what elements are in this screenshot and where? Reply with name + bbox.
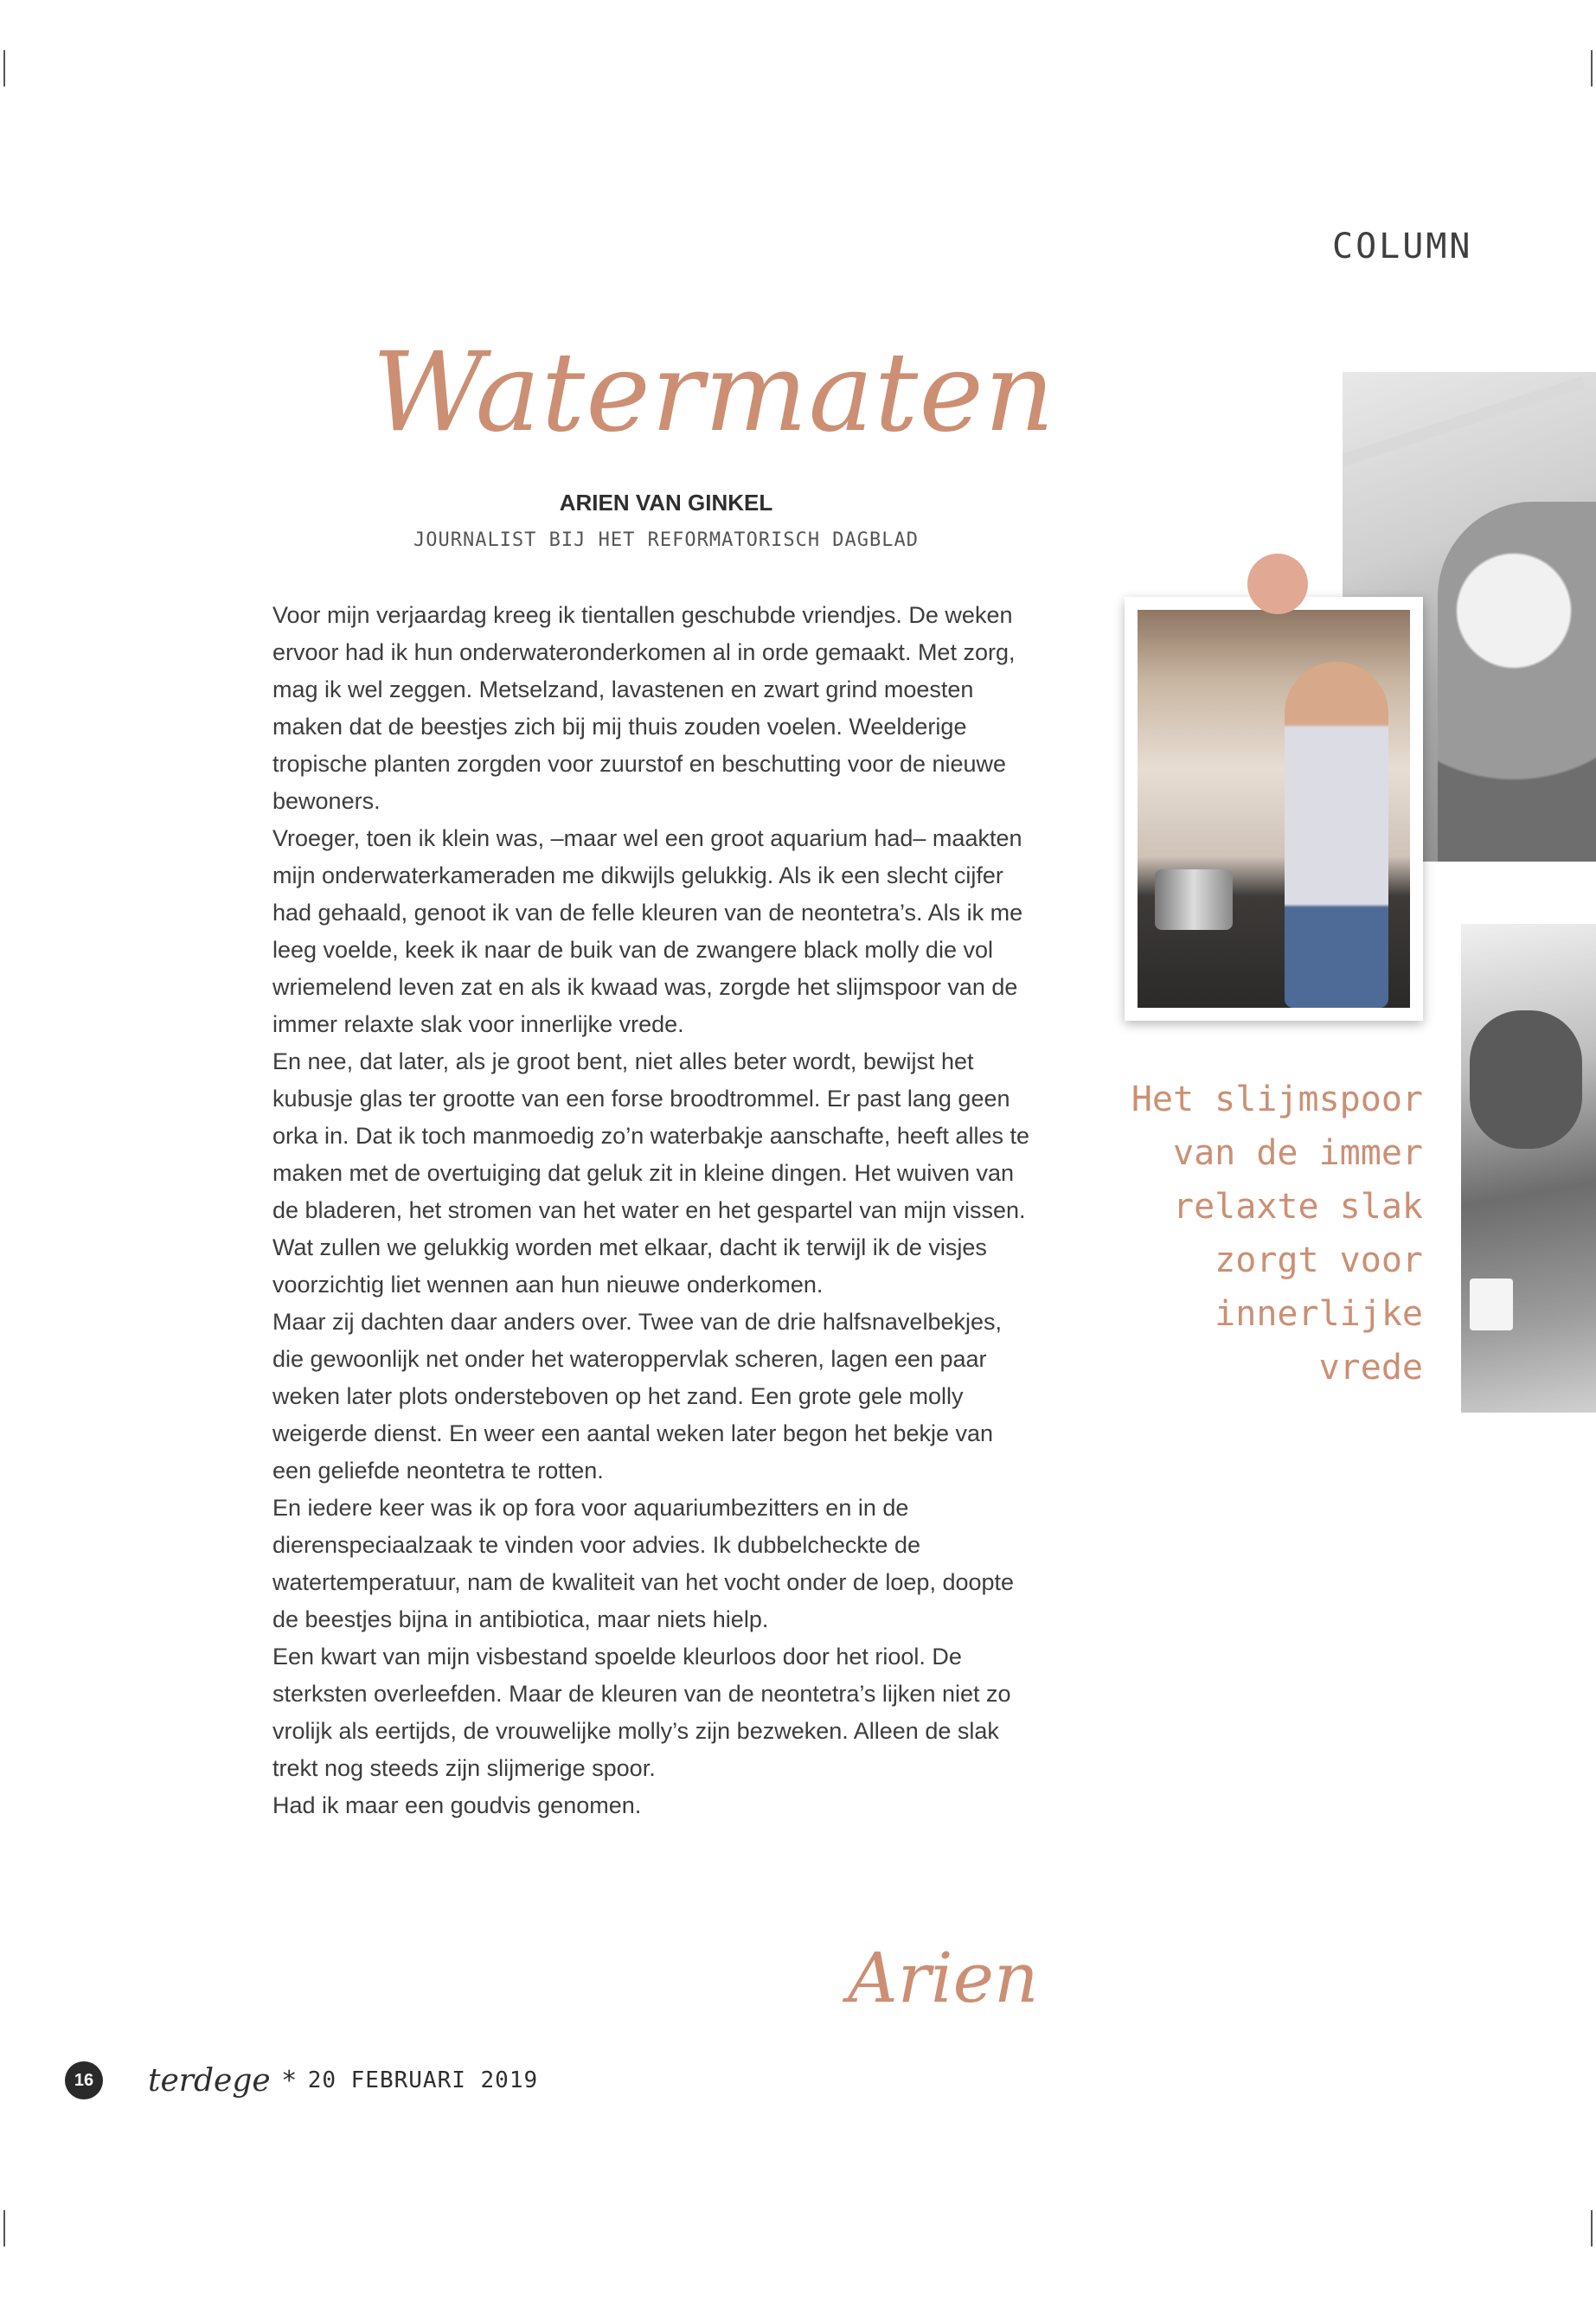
author-role: JOURNALIST BIJ HET REFORMATORISCH DAGBLAD xyxy=(413,529,920,551)
pull-quote-line: Het slijmspoor xyxy=(1131,1080,1423,1119)
page-number: 16 xyxy=(65,2061,103,2099)
paragraph: Voor mijn verjaardag kreeg ik tientallen geschubde vriendjes. De weken ervoor had ik hun onderwateronderkomen al in orde gemaakt. Met zorg, mag ik wel zeggen. Metselzand, lavastenen en zwart grind moesten maken dat de beestjes zich bij mij thuis zouden voelen. Weelderige tropische planten zorgden voor zuurstof en beschutting voor de nieuwe bewoners. xyxy=(272,602,1016,814)
pull-quote-line: innerlijke xyxy=(1215,1294,1423,1334)
section-label: COLUMN xyxy=(1332,227,1473,266)
coffee-mug xyxy=(1470,1279,1513,1330)
pull-quote-line: relaxte slak xyxy=(1173,1187,1423,1227)
reader-figure xyxy=(1470,1010,1582,1149)
asterisk-icon: * xyxy=(282,2065,296,2096)
photo-frame xyxy=(1125,597,1423,1021)
paragraph: Een kwart van mijn visbestand spoelde kleurloos door het riool. De sterksten overleefden. Maar de kleuren van de neontetra’s lijken niet zo vrolijk als eertijds, de vrouwelijke molly’s zijn bezweken. Alleen de slak trekt nog steeds zijn slijmerige spoor. xyxy=(272,1644,1011,1781)
decorative-dot xyxy=(1247,554,1308,614)
page-footer xyxy=(65,2059,538,2102)
ceiling-rail xyxy=(1343,376,1586,466)
article-author: ARIEN VAN GINKEL xyxy=(559,490,773,516)
author-signature: Arien xyxy=(848,1938,1039,2018)
paragraph: En nee, dat later, als je groot bent, niet alles beter wordt, bewijst het kubusje glas ter grootte van een forse broodtrommel. Er past lang geen orka in. Dat ik toch manmoedig zo’n waterbakje aanschafte, heeft alles te maken met de overtuiging dat geluk zit in kleine dingen. Het wuiven van de bladeren, het stromen van het water en het gespartel van mijn vissen. xyxy=(272,1048,1029,1223)
person-figure xyxy=(1438,502,1596,862)
paragraph: En iedere keer was ik op fora voor aquariumbezitters en in de dierenspeciaalzaak te vinden voor advies. Ik dubbelcheckte de watertemperatuur, nam de kwaliteit van het vocht onder de loep, doopte de beestjes bijna in antibiotica, maar niets hielp. xyxy=(272,1495,1015,1632)
cooking-pot xyxy=(1155,869,1233,930)
crop-mark-bottom-left xyxy=(3,2210,5,2247)
photo-reading xyxy=(1461,924,1596,1413)
pull-quote-line: vrede xyxy=(1318,1348,1423,1388)
article-body xyxy=(272,597,1034,1824)
author-figure xyxy=(1285,662,1388,1008)
photo-kitchen xyxy=(1138,610,1410,1008)
paragraph: Had ik maar een goudvis genomen. xyxy=(272,1792,642,1818)
pull-quote xyxy=(1073,1073,1423,1394)
crop-mark-top-left xyxy=(3,50,5,87)
magazine-brand: terdege xyxy=(148,2062,271,2099)
crop-mark-bottom-right xyxy=(1591,2210,1593,2247)
paragraph: Vroeger, toen ik klein was, –maar wel een groot aquarium had– maakten mijn onderwaterkameraden me dikwijls gelukkig. Als ik een slecht cijfer had gehaald, genoot ik van de felle kleuren van de neontetra’s. Als ik me leeg voelde, keek ik naar de buik van de zwangere black molly die vol wriemelend leven zat en als ik kwaad was, zorgde het slijmspoor van de immer relaxte slak voor innerlijke vrede. xyxy=(272,825,1023,1037)
pull-quote-line: van de immer xyxy=(1173,1133,1423,1173)
paragraph: Maar zij dachten daar anders over. Twee van de drie halfsnavelbekjes, die gewoonlijk net onder het wateroppervlak scheren, lagen een paar weken later plots ondersteboven op het zand. Een grote gele molly weigerde dienst. En weer een aantal weken later begon het bekje van een geliefde neontetra te rotten. xyxy=(272,1309,1002,1484)
crop-mark-top-right xyxy=(1591,50,1593,87)
paragraph: Wat zullen we gelukkig worden met elkaar, dacht ik terwijl ik de visjes voorzichtig liet wennen aan hun nieuwe onderkomen. xyxy=(272,1234,987,1298)
article-title: Watermaten xyxy=(372,329,1056,456)
pull-quote-line: zorgt voor xyxy=(1215,1240,1423,1280)
issue-date: 20 FEBRUARI 2019 xyxy=(307,2067,539,2093)
